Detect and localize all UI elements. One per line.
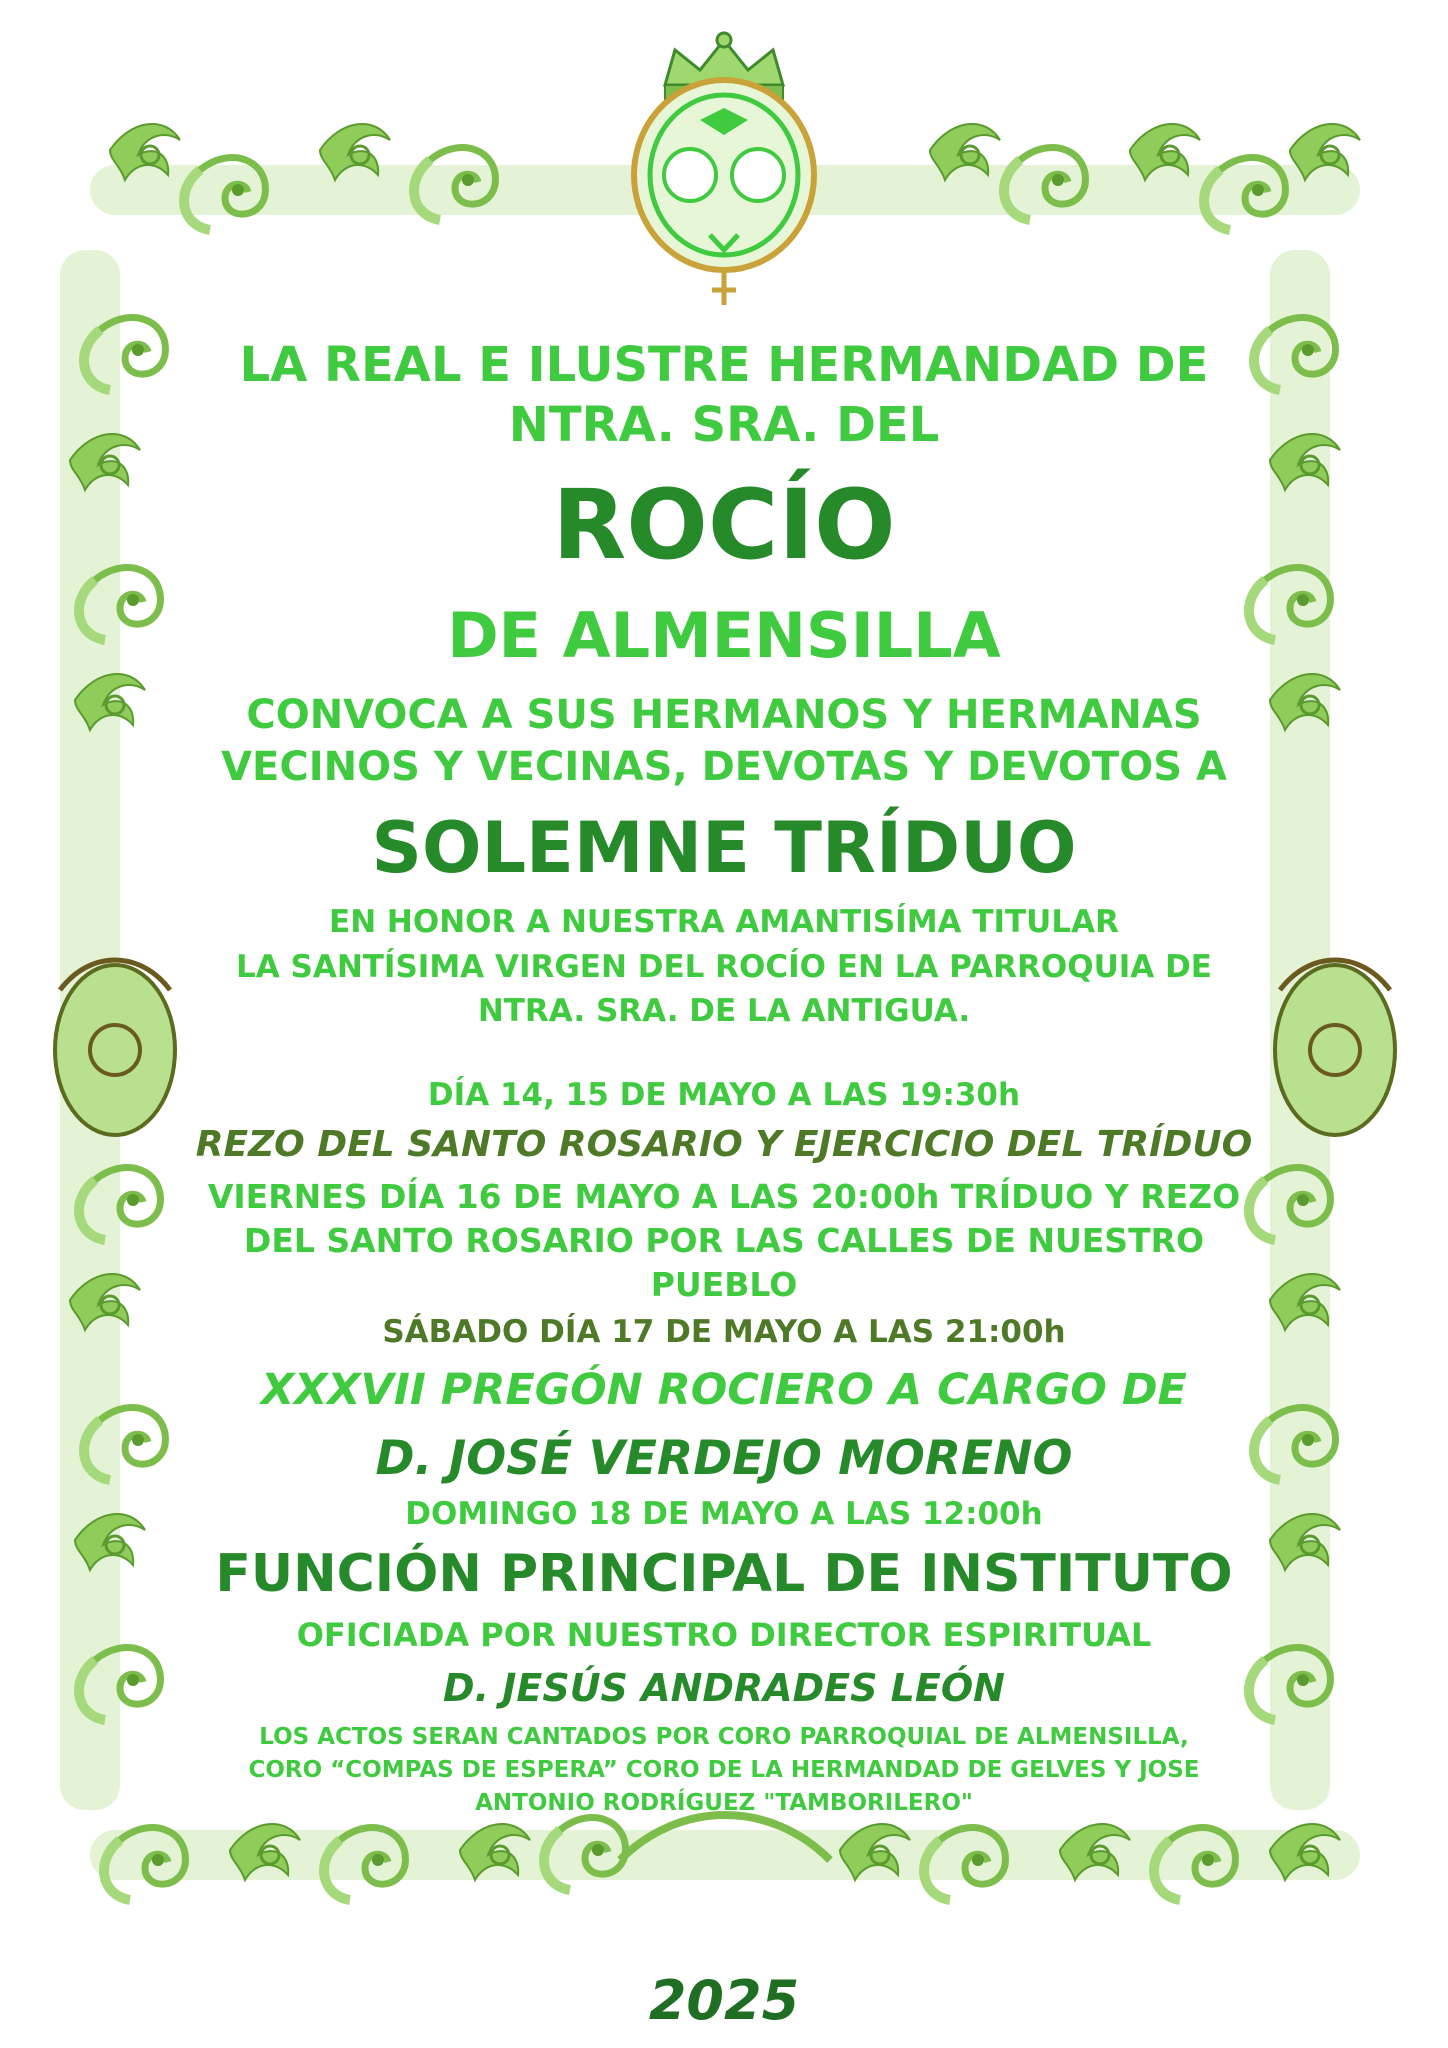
schedule-pregon: XXXVII PREGÓN ROCIERO A CARGO DE [261, 1365, 1187, 1415]
honor-line-3: NTRA. SRA. DE LA ANTIGUA. [477, 993, 971, 1029]
schedule-sunday: DOMINGO 18 DE MAYO A LAS 12:00h [405, 1496, 1043, 1532]
subtitle: DE ALMENSILLA [447, 599, 1001, 672]
schedule-friday-line-1: VIERNES DÍA 16 DE MAYO A LAS 20:00h TRÍDUO Y REZO [207, 1177, 1241, 1216]
brotherhood-line-1: LA REAL E ILUSTRE HERMANDAD DE [239, 337, 1209, 393]
schedule-oficiada: OFICIADA POR NUESTRO DIRECTOR ESPIRITUAL [296, 1616, 1152, 1654]
schedule-funcion: FUNCIÓN PRINCIPAL DE INSTITUTO [215, 1544, 1233, 1604]
event-title: SOLEMNE TRÍDUO [371, 807, 1077, 889]
bottom-border [90, 1815, 1360, 1900]
schedule-friday-line-3: PUEBLO [650, 1265, 798, 1304]
choirs-line-2: CORO “COMPAS DE ESPERA” CORO DE LA HERMANDAD DE GELVES Y JOSE [248, 1757, 1200, 1783]
honor-line-1: EN HONOR A NUESTRA AMANTISÍMA TITULAR [329, 904, 1119, 940]
brotherhood-line-2: NTRA. SRA. DEL [508, 397, 940, 453]
choirs-line-1: LOS ACTOS SERAN CANTADOS POR CORO PARROQUIAL DE ALMENSILLA, [259, 1724, 1189, 1750]
honor-line-2: LA SANTÍSIMA VIRGEN DEL ROCÍO EN LA PARROQUIA DE [235, 949, 1212, 985]
crown-crest-icon [634, 33, 814, 305]
schedule-saturday: SÁBADO DÍA 17 DE MAYO A LAS 21:00h [382, 1314, 1066, 1350]
choirs-line-3: ANTONIO RODRÍGUEZ "TAMBORILERO" [475, 1790, 973, 1816]
schedule-director: D. JESÚS ANDRADES LEÓN [443, 1666, 1005, 1710]
year: 2025 [648, 1969, 800, 2032]
schedule-rosary-triduo: REZO DEL SANTO ROSARIO Y EJERCICIO DEL TRÍDUO [195, 1124, 1253, 1165]
invitation-line-2: VECINOS Y VECINAS, DEVOTAS Y DEVOTOS A [221, 744, 1227, 790]
schedule-pregonero: D. JOSÉ VERDEJO MORENO [375, 1431, 1073, 1486]
main-title: ROCÍO [552, 469, 896, 581]
schedule-friday-line-2: DEL SANTO ROSARIO POR LAS CALLES DE NUESTRO [243, 1221, 1205, 1260]
schedule-days-14-15: DÍA 14, 15 DE MAYO A LAS 19:30h [427, 1077, 1021, 1113]
invitation-line-1: CONVOCA A SUS HERMANOS Y HERMANAS [246, 692, 1202, 738]
